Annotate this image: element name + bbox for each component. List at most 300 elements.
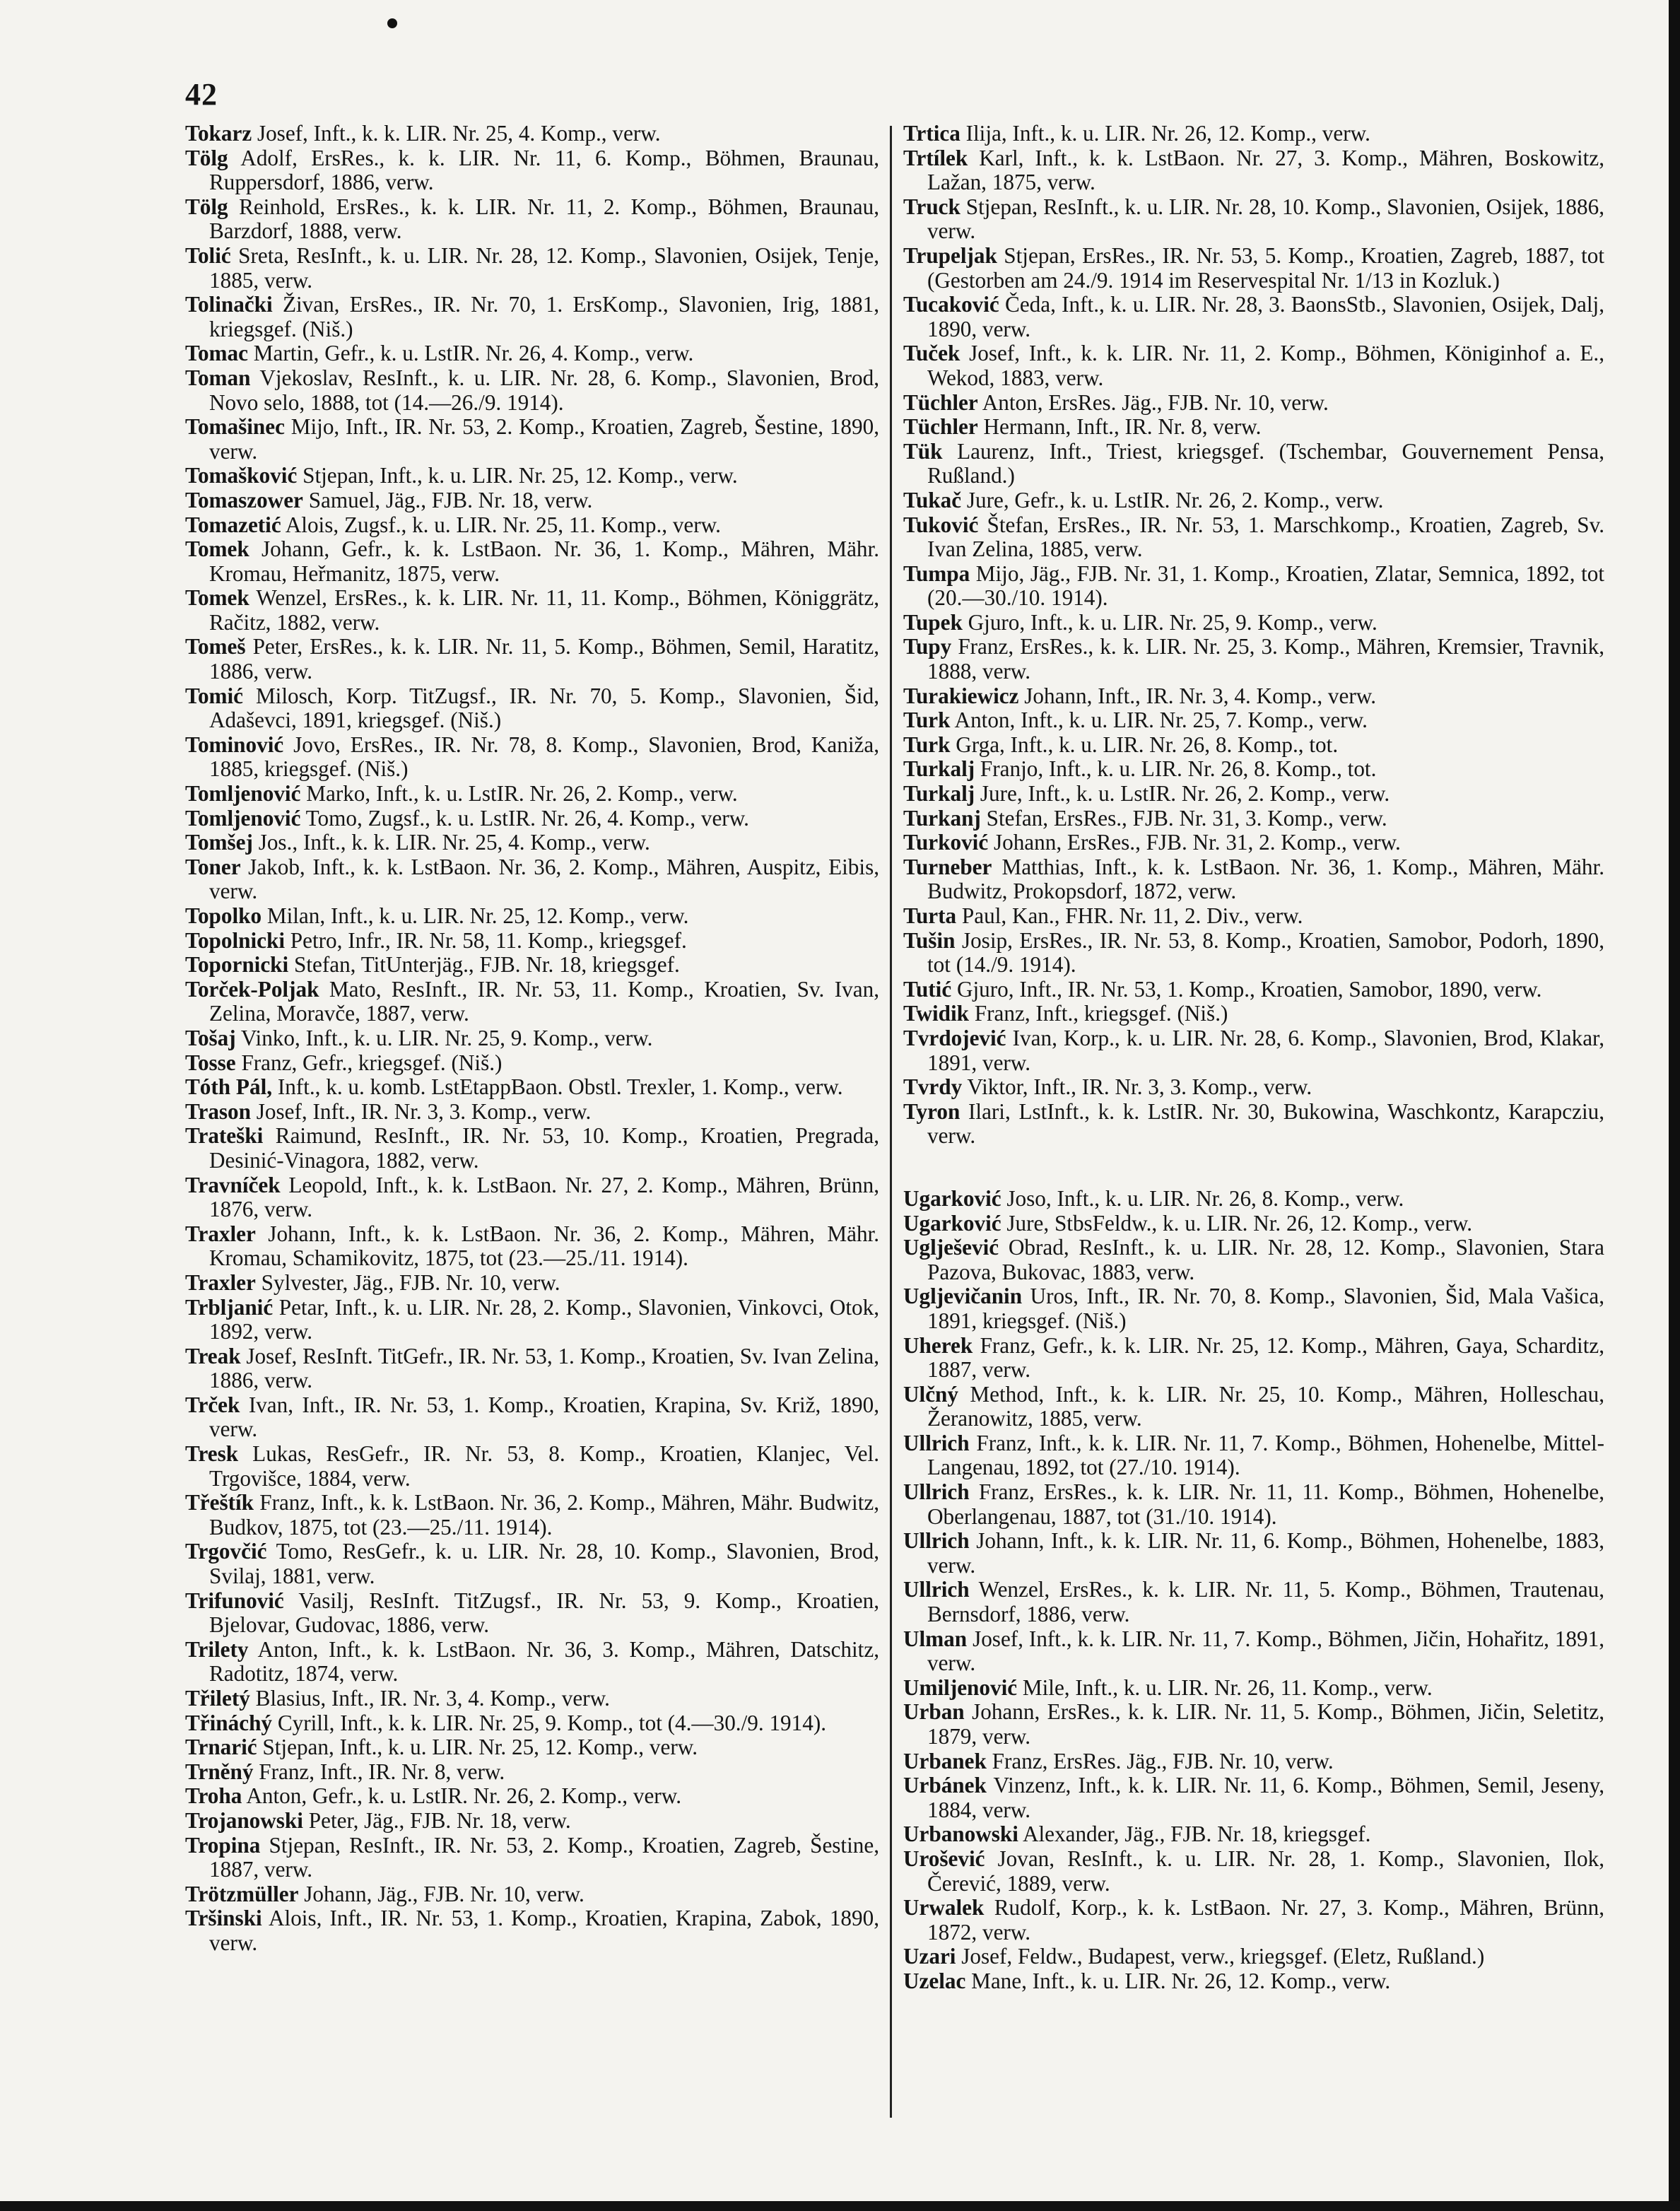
entry-details: Ilija, Inft., k. u. LIR. Nr. 26, 12. Komp., verw. — [960, 121, 1370, 146]
entry-surname: Ugarković — [903, 1210, 1001, 1236]
entry-details: Vasilj, ResInft. TitZugsf., IR. Nr. 53, 9. Komp., Kroatien, Bjelovar, Gudovac, 1886, verw. — [209, 1588, 879, 1638]
casualty-entry — [185, 146, 879, 195]
entry-details: Tomo, Zugsf., k. u. LstIR. Nr. 26, 4. Komp., verw. — [300, 805, 749, 831]
casualty-entry — [903, 978, 1604, 1002]
entry-details: Franz, ErsRes. Jäg., FJB. Nr. 10, verw. — [986, 1748, 1334, 1773]
entry-details: Franz, Inft., k. k. LstBaon. Nr. 36, 2. Komp., Mähren, Mähr. Budwitz, Budkov, 1875, tot (23.—25./11. 1914). — [209, 1490, 879, 1540]
entry-surname: Turk — [903, 708, 951, 733]
entry-surname: Tüchler — [903, 389, 978, 415]
casualty-entry — [185, 1735, 879, 1760]
entry-details: Petar, Inft., k. u. LIR. Nr. 28, 2. Komp., Slavonien, Vinkovci, Otok, 1892, verw. — [209, 1294, 879, 1344]
casualty-entry — [903, 415, 1604, 440]
casualty-entry — [903, 293, 1604, 341]
entry-details: Franz, Inft., kriegsgef. (Niš.) — [969, 1001, 1228, 1026]
scan-edge-bottom — [0, 2201, 1680, 2211]
casualty-entry — [903, 244, 1604, 293]
entry-details: Cyrill, Inft., k. k. LIR. Nr. 25, 9. Komp., tot (4.—30./9. 1914). — [272, 1710, 827, 1735]
entry-details: Matthias, Inft., k. k. LstBaon. Nr. 36, 1. Komp., Mähren, Mähr. Budwitz, Prokopsdorf, 1872, verw. — [927, 854, 1604, 904]
casualty-entry — [903, 1969, 1604, 1994]
entry-surname: Tuček — [903, 341, 961, 366]
entry-surname: Tumpa — [903, 561, 970, 586]
casualty-entry — [903, 1100, 1604, 1149]
entry-details: Jure, Inft., k. u. LstIR. Nr. 26, 2. Komp., verw. — [975, 781, 1390, 807]
entry-details: Mijo, Inft., IR. Nr. 53, 2. Komp., Kroatien, Zagreb, Šestine, 1890, verw. — [209, 414, 879, 464]
entry-surname: Tomazetić — [185, 512, 281, 537]
entry-details: Raimund, ResInft., IR. Nr. 53, 10. Komp., Kroatien, Pregrada, Desinić-Vinagora, 1882, verw. — [209, 1123, 879, 1173]
entry-details: Adolf, ErsRes., k. k. LIR. Nr. 11, 6. Komp., Böhmen, Braunau, Ruppersdorf, 1886, verw. — [209, 145, 879, 195]
entry-surname: Trifunović — [185, 1588, 284, 1613]
entry-surname: Ugarković — [903, 1185, 1001, 1211]
casualty-entry — [903, 1676, 1604, 1701]
casualty-entry — [903, 1700, 1604, 1749]
casualty-entry — [903, 708, 1604, 733]
entry-surname: Urbanowski — [903, 1822, 1018, 1847]
entry-details: Stjepan, ResInft., k. u. LIR. Nr. 28, 10. Komp., Slavonien, Osijek, 1886, verw. — [927, 194, 1604, 244]
casualty-entry — [185, 684, 879, 733]
entry-surname: Tomek — [185, 536, 249, 562]
entry-surname: Urbánek — [903, 1773, 987, 1798]
casualty-entry — [185, 1784, 879, 1809]
entry-details: Anton, Inft., k. u. LIR. Nr. 25, 7. Komp., verw. — [950, 708, 1368, 733]
entry-details: Method, Inft., k. k. LIR. Nr. 25, 10. Komp., Mähren, Holleschau, Žeranowitz, 1885, verw. — [927, 1381, 1604, 1431]
casualty-entry — [185, 807, 879, 831]
casualty-entry — [185, 1026, 879, 1051]
casualty-entry — [185, 1491, 879, 1540]
casualty-entry — [185, 415, 879, 464]
entry-surname: Tutić — [903, 976, 952, 1002]
entry-details: Paul, Kan., FHR. Nr. 11, 2. Div., verw. — [956, 903, 1303, 928]
entry-details: Stjepan, Inft., k. u. LIR. Nr. 25, 12. Komp., verw. — [297, 463, 738, 488]
entry-details: Gjuro, Inft., IR. Nr. 53, 1. Komp., Kroatien, Samobor, 1890, verw. — [951, 976, 1542, 1002]
casualty-entry — [185, 122, 879, 146]
entry-details: Peter, ErsRes., k. k. LIR. Nr. 11, 5. Komp., Böhmen, Semil, Haratitz, 1886, verw. — [209, 634, 879, 684]
entry-details: Sreta, ResInft., k. u. LIR. Nr. 28, 12. Komp., Slavonien, Osijek, Tenje, 1885, verw. — [209, 242, 879, 293]
entry-details: Stjepan, Inft., k. u. LIR. Nr. 25, 12. Komp., verw. — [257, 1735, 698, 1760]
entry-details: Viktor, Inft., IR. Nr. 3, 3. Komp., verw. — [962, 1074, 1312, 1100]
entry-surname: Tukač — [903, 487, 962, 512]
casualty-entry — [185, 1638, 879, 1687]
entry-surname: Ugljevičanin — [903, 1284, 1023, 1309]
casualty-entry — [903, 1212, 1604, 1236]
casualty-entry — [185, 782, 879, 807]
casualty-entry — [903, 391, 1604, 416]
entry-surname: Troha — [185, 1783, 242, 1809]
casualty-entry — [185, 586, 879, 635]
casualty-entry — [185, 513, 879, 538]
entry-surname: Turković — [903, 830, 989, 855]
entry-details: Anton, Gefr., k. u. LstIR. Nr. 26, 2. Komp., verw. — [242, 1783, 681, 1809]
entry-surname: Travníček — [185, 1172, 281, 1197]
casualty-entry — [903, 635, 1604, 684]
entry-details: Blasius, Inft., IR. Nr. 3, 4. Komp., verw. — [249, 1686, 610, 1711]
entry-surname: Topolko — [185, 903, 262, 928]
entry-details: Josef, Inft., k. k. LIR. Nr. 25, 4. Komp., verw. — [252, 121, 661, 146]
entry-surname: Urwalek — [903, 1895, 985, 1920]
entry-details: Živan, ErsRes., IR. Nr. 70, 1. ErsKomp., Slavonien, Irig, 1881, kriegsgef. (Niš.) — [209, 292, 879, 341]
entry-surname: Treak — [185, 1343, 241, 1368]
entry-surname: Uherek — [903, 1332, 973, 1358]
entry-details: Vjekoslav, ResInft., k. u. LIR. Nr. 28, 6. Komp., Slavonien, Brod, Novo selo, 1888, tot (14.—26./9. 1914). — [209, 365, 879, 415]
entry-surname: Traxler — [185, 1221, 256, 1246]
entry-details: Franz, ErsRes., k. k. LIR. Nr. 25, 3. Komp., Mähren, Kremsier, Travnik, 1888, verw. — [927, 634, 1604, 684]
casualty-entry — [903, 831, 1604, 855]
entry-surname: Tomac — [185, 341, 248, 366]
entry-surname: Tüchler — [903, 414, 978, 440]
entry-details: Grga, Inft., k. u. LIR. Nr. 26, 8. Komp., tot. — [950, 732, 1339, 757]
entry-details: Jovo, ErsRes., IR. Nr. 78, 8. Komp., Slavonien, Brod, Kaniža, 1885, kriegsgef. (Niš.) — [209, 732, 879, 782]
entry-surname: Traxler — [185, 1269, 256, 1295]
entry-details: Mane, Inft., k. u. LIR. Nr. 26, 12. Komp., verw. — [965, 1968, 1391, 1993]
casualty-entry — [903, 146, 1604, 195]
entry-details: Johann, Inft., k. k. LstBaon. Nr. 36, 2. Komp., Mähren, Mähr. Kromau, Schamikovitz, 1875, tot (23.—25./11. 1914). — [209, 1221, 879, 1271]
entry-details: Mile, Inft., k. u. LIR. Nr. 26, 11. Komp., verw. — [1017, 1675, 1433, 1700]
entry-surname: Uzari — [903, 1944, 956, 1969]
entry-surname: Tük — [903, 438, 943, 464]
casualty-entry — [903, 1002, 1604, 1026]
casualty-entry — [185, 831, 879, 855]
casualty-entry — [903, 855, 1604, 904]
entry-details: Stjepan, ResInft., IR. Nr. 53, 2. Komp., Kroatien, Zagreb, Šestine, 1887, verw. — [209, 1832, 879, 1882]
casualty-entry — [185, 1760, 879, 1785]
entry-surname: Turakiewicz — [903, 683, 1019, 708]
casualty-entry — [903, 1334, 1604, 1383]
entry-surname: Tupek — [903, 609, 963, 635]
entry-details: Franjo, Inft., k. u. LIR. Nr. 26, 8. Komp., tot. — [975, 756, 1377, 782]
entry-details: Johann, Inft., IR. Nr. 3, 4. Komp., verw. — [1018, 683, 1377, 708]
entry-details: Reinhold, ErsRes., k. k. LIR. Nr. 11, 2. Komp., Böhmen, Braunau, Barzdorf, 1888, verw. — [209, 194, 879, 244]
entry-details: Marko, Inft., k. u. LstIR. Nr. 26, 2. Komp., verw. — [300, 781, 738, 807]
entry-surname: Topornicki — [185, 952, 289, 978]
entry-details: Jakob, Inft., k. k. LstBaon. Nr. 36, 2. Komp., Mähren, Auspitz, Eibis, verw. — [209, 854, 879, 904]
entry-surname: Tomašković — [185, 463, 298, 488]
entry-surname: Trojanowski — [185, 1807, 303, 1833]
entry-details: Vinzenz, Inft., k. k. LIR. Nr. 11, 6. Komp., Böhmen, Semil, Jeseny, 1884, verw. — [927, 1773, 1604, 1822]
entry-details: Stefan, TitUnterjäg., FJB. Nr. 18, kriegsgef. — [288, 952, 680, 978]
entry-surname: Truck — [903, 194, 961, 219]
casualty-entry — [903, 1236, 1604, 1284]
entry-surname: Tušin — [903, 927, 956, 953]
entry-surname: Tóth Pál, — [185, 1074, 273, 1100]
entry-surname: Tomeš — [185, 634, 246, 659]
entry-details: Mato, ResInft., IR. Nr. 53, 11. Komp., Kroatien, Sv. Ivan, Zelina, Moravče, 1887, verw. — [209, 976, 879, 1026]
casualty-entry — [903, 1773, 1604, 1822]
casualty-entry — [185, 1344, 879, 1393]
entry-surname: Tvrdy — [903, 1074, 963, 1100]
entry-surname: Trgovčić — [185, 1539, 267, 1564]
casualty-entry — [903, 1431, 1604, 1480]
right-column — [903, 122, 1604, 1994]
entry-surname: Urbanek — [903, 1748, 987, 1773]
casualty-entry — [903, 1945, 1604, 1969]
entry-surname: Třiletý — [185, 1686, 250, 1711]
entry-details: Štefan, ErsRes., IR. Nr. 53, 1. Marschkomp., Kroatien, Zagreb, Sv. Ivan Zelina, 1885, verw. — [927, 512, 1604, 562]
casualty-entry — [903, 440, 1604, 488]
entry-details: Vinko, Inft., k. u. LIR. Nr. 25, 9. Komp., verw. — [235, 1025, 653, 1050]
entry-surname: Ulčný — [903, 1381, 958, 1407]
casualty-entry — [185, 1906, 879, 1955]
entry-surname: Tolić — [185, 242, 231, 268]
entry-surname: Trtica — [903, 121, 961, 146]
casualty-entry — [903, 684, 1604, 709]
casualty-entry — [903, 611, 1604, 635]
entry-surname: Tokarz — [185, 121, 252, 146]
casualty-entry — [185, 537, 879, 586]
casualty-entry — [185, 1173, 879, 1222]
ink-dot — [387, 18, 397, 28]
casualty-entry — [185, 1296, 879, 1344]
casualty-entry — [185, 1687, 879, 1711]
entry-surname: Urban — [903, 1699, 965, 1725]
entry-details: Leopold, Inft., k. k. LstBaon. Nr. 27, 2. Komp., Mähren, Brünn, 1876, verw. — [209, 1172, 879, 1222]
entry-details: Milosch, Korp. TitZugsf., IR. Nr. 70, 5. Komp., Slavonien, Šid, Adaševci, 1891, kriegsgef. (Niš.) — [209, 683, 879, 733]
casualty-entry — [185, 733, 879, 782]
casualty-entry — [185, 464, 879, 488]
casualty-entry — [903, 757, 1604, 782]
entry-details: Josef, Inft., k. k. LIR. Nr. 11, 7. Komp., Böhmen, Jičin, Hohařitz, 1891, verw. — [927, 1626, 1604, 1676]
casualty-entry — [903, 904, 1604, 929]
casualty-entry — [903, 195, 1604, 244]
entry-details: Franz, ErsRes., k. k. LIR. Nr. 11, 11. Komp., Böhmen, Hohenelbe, Oberlangenau, 1887, tot (31./10. 1914). — [927, 1479, 1604, 1529]
casualty-entry — [185, 953, 879, 978]
entry-details: Hermann, Inft., IR. Nr. 8, verw. — [977, 414, 1262, 440]
casualty-entry — [185, 635, 879, 684]
entry-details: Laurenz, Inft., Triest, kriegsgef. (Tschembar, Gouvernement Pensa, Rußland.) — [927, 438, 1604, 488]
entry-details: Johann, ErsRes., k. k. LIR. Nr. 11, 5. Komp., Böhmen, Jičin, Seletitz, 1879, verw. — [927, 1699, 1604, 1749]
entry-details: Alois, Zugsf., k. u. LIR. Nr. 25, 11. Komp., verw. — [281, 512, 721, 537]
section-gap — [903, 1149, 1604, 1187]
column-divider — [890, 126, 892, 2118]
casualty-entry — [903, 782, 1604, 807]
casualty-entry — [903, 488, 1604, 513]
entry-surname: Tomljenović — [185, 781, 301, 807]
entry-surname: Trason — [185, 1098, 251, 1124]
casualty-entry — [185, 1222, 879, 1271]
entry-details: Joso, Inft., k. u. LIR. Nr. 26, 8. Komp., verw. — [1001, 1185, 1404, 1211]
entry-surname: Tupy — [903, 634, 952, 659]
entry-surname: Trupeljak — [903, 242, 997, 268]
casualty-entry — [903, 1578, 1604, 1626]
entry-surname: Tresk — [185, 1441, 239, 1467]
entry-details: Sylvester, Jäg., FJB. Nr. 10, verw. — [255, 1269, 560, 1295]
entry-details: Jos., Inft., k. k. LIR. Nr. 25, 4. Komp., verw. — [252, 830, 650, 855]
casualty-entry — [185, 1100, 879, 1125]
entry-details: Jure, StbsFeldw., k. u. LIR. Nr. 26, 12. Komp., verw. — [1001, 1210, 1473, 1236]
casualty-entry — [903, 1627, 1604, 1676]
entry-details: Anton, Inft., k. k. LstBaon. Nr. 36, 3. Komp., Mähren, Datschitz, Radotitz, 1874, verw. — [209, 1636, 879, 1687]
entry-details: Wenzel, ErsRes., k. k. LIR. Nr. 11, 5. Komp., Böhmen, Trautenau, Bernsdorf, 1886, verw. — [927, 1577, 1604, 1627]
left-column — [185, 122, 879, 1956]
entry-surname: Turkalj — [903, 781, 975, 807]
entry-details: Inft., k. u. komb. LstEtappBaon. Obstl. Trexler, 1. Komp., verw. — [272, 1074, 843, 1100]
entry-surname: Ullrich — [903, 1479, 970, 1505]
entry-details: Tomo, ResGefr., k. u. LIR. Nr. 28, 10. Komp., Slavonien, Brod, Svilaj, 1881, verw. — [209, 1539, 879, 1589]
entry-details: Peter, Jäg., FJB. Nr. 18, verw. — [302, 1807, 571, 1833]
entry-details: Johann, Gefr., k. k. LstBaon. Nr. 36, 1. Komp., Mähren, Mähr. Kromau, Heřmanitz, 1875, verw. — [209, 536, 879, 586]
casualty-entry — [903, 1075, 1604, 1100]
entry-surname: Tölg — [185, 145, 228, 170]
entry-surname: Tršinski — [185, 1906, 262, 1931]
casualty-entry — [903, 341, 1604, 390]
casualty-entry — [185, 1124, 879, 1173]
entry-details: Franz, Gefr., k. k. LIR. Nr. 25, 12. Komp., Mähren, Gaya, Scharditz, 1887, verw. — [927, 1332, 1604, 1383]
entry-details: Martin, Gefr., k. u. LstIR. Nr. 26, 4. Komp., verw. — [247, 341, 694, 366]
entry-details: Josef, ResInft. TitGefr., IR. Nr. 53, 1. Komp., Kroatien, Sv. Ivan Zelina, 1886, verw. — [209, 1343, 879, 1393]
entry-details: Stjepan, ErsRes., IR. Nr. 53, 5. Komp., Kroatien, Zagreb, 1887, tot (Gestorben am 24./9. 1914 im Reservespital Nr. 1/13 in Kozluk.) — [927, 242, 1604, 293]
casualty-entry — [185, 1051, 879, 1076]
entry-surname: Tvrdojević — [903, 1025, 1006, 1050]
entry-details: Josef, Feldw., Budapest, verw., kriegsgef. (Eletz, Rußland.) — [956, 1944, 1485, 1969]
entry-surname: Tominović — [185, 732, 284, 757]
casualty-entry — [903, 929, 1604, 978]
entry-surname: Trnarić — [185, 1735, 257, 1760]
entry-surname: Tucaković — [903, 292, 999, 317]
casualty-entry — [185, 1882, 879, 1907]
casualty-entry — [185, 195, 879, 244]
entry-surname: Turneber — [903, 854, 992, 879]
casualty-entry — [185, 855, 879, 904]
entry-surname: Tolinački — [185, 292, 273, 317]
entry-surname: Třináchý — [185, 1710, 273, 1735]
entry-details: Jovan, ResInft., k. u. LIR. Nr. 28, 1. Komp., Slavonien, Ilok, Čerević, 1889, verw. — [927, 1846, 1604, 1896]
entry-surname: Turta — [903, 903, 957, 928]
entry-surname: Tomaszower — [185, 487, 303, 512]
casualty-entry — [903, 1480, 1604, 1529]
casualty-entry — [185, 929, 879, 954]
entry-surname: Tuković — [903, 512, 979, 537]
entry-surname: Tomek — [185, 585, 249, 611]
entry-surname: Toner — [185, 854, 241, 879]
casualty-entry — [185, 1271, 879, 1296]
entry-details: Stefan, ErsRes., FJB. Nr. 31, 3. Komp., verw. — [980, 805, 1387, 831]
entry-details: Rudolf, Korp., k. k. LstBaon. Nr. 27, 3. Komp., Mähren, Brünn, 1872, verw. — [927, 1895, 1604, 1945]
entry-surname: Tošaj — [185, 1025, 236, 1050]
entry-surname: Tölg — [185, 194, 228, 219]
entry-surname: Trateški — [185, 1123, 264, 1149]
casualty-entry — [185, 366, 879, 415]
entry-surname: Turk — [903, 732, 951, 757]
casualty-entry — [903, 807, 1604, 831]
entry-details: Johann, Jäg., FJB. Nr. 10, verw. — [298, 1881, 585, 1906]
entry-surname: Trötzmüller — [185, 1881, 299, 1906]
entry-surname: Tomić — [185, 683, 244, 708]
casualty-entry — [185, 1540, 879, 1588]
entry-surname: Umiljenović — [903, 1675, 1018, 1700]
entry-details: Ilari, LstInft., k. k. LstIR. Nr. 30, Bukowina, Waschkontz, Karapcziu, verw. — [927, 1098, 1604, 1149]
entry-surname: Ullrich — [903, 1528, 970, 1554]
casualty-entry — [903, 1822, 1604, 1847]
page-number: 42 — [185, 77, 218, 112]
entry-surname: Turkalj — [903, 756, 975, 782]
entry-surname: Trilety — [185, 1636, 249, 1662]
entry-surname: Tomljenović — [185, 805, 301, 831]
entry-details: Josef, Inft., k. k. LIR. Nr. 11, 2. Komp., Böhmen, Königinhof a. E., Wekod, 1883, verw. — [927, 341, 1604, 390]
entry-surname: Tomašinec — [185, 414, 285, 440]
entry-details: Milan, Inft., k. u. LIR. Nr. 25, 12. Komp., verw. — [262, 903, 689, 928]
entry-surname: Uzelac — [903, 1968, 966, 1993]
entry-surname: Urošević — [903, 1846, 985, 1871]
casualty-entry — [903, 562, 1604, 611]
casualty-entry — [903, 1284, 1604, 1333]
entry-surname: Trněný — [185, 1759, 254, 1784]
entry-surname: Toman — [185, 365, 251, 390]
entry-details: Johann, ErsRes., FJB. Nr. 31, 2. Komp., verw. — [988, 830, 1401, 855]
entry-details: Gjuro, Inft., k. u. LIR. Nr. 25, 9. Komp., verw. — [962, 609, 1378, 635]
entry-details: Johann, Inft., k. k. LIR. Nr. 11, 6. Komp., Böhmen, Hohenelbe, 1883, verw. — [927, 1528, 1604, 1578]
entry-details: Uros, Inft., IR. Nr. 70, 8. Komp., Slavonien, Šid, Mala Vašica, 1891, kriegsgef. (Niš.) — [927, 1284, 1604, 1333]
scan-edge-right — [1669, 0, 1680, 2211]
casualty-entry — [903, 1383, 1604, 1431]
entry-details: Alois, Inft., IR. Nr. 53, 1. Komp., Kroatien, Krapina, Zabok, 1890, verw. — [209, 1906, 879, 1955]
entry-surname: Ulman — [903, 1626, 968, 1651]
entry-details: Jure, Gefr., k. u. LstIR. Nr. 26, 2. Komp., verw. — [961, 487, 1384, 512]
entry-details: Anton, ErsRes. Jäg., FJB. Nr. 10, verw. — [977, 389, 1329, 415]
casualty-entry — [185, 1393, 879, 1442]
entry-surname: Tyron — [903, 1098, 961, 1124]
entry-surname: Torček-Poljak — [185, 976, 319, 1002]
casualty-entry — [185, 1442, 879, 1491]
entry-surname: Trtílek — [903, 145, 968, 170]
entry-surname: Trček — [185, 1392, 240, 1417]
entry-surname: Trbljanić — [185, 1294, 274, 1320]
casualty-entry — [903, 1529, 1604, 1578]
entry-surname: Topolnicki — [185, 927, 285, 953]
casualty-entry — [185, 1075, 879, 1100]
entry-details: Alexander, Jäg., FJB. Nr. 18, kriegsgef. — [1018, 1822, 1371, 1847]
entry-details: Wenzel, ErsRes., k. k. LIR. Nr. 11, 11. Komp., Böhmen, Königgrätz, Račitz, 1882, verw. — [209, 585, 879, 635]
entry-details: Josip, ErsRes., IR. Nr. 53, 8. Komp., Kroatien, Samobor, Podorh, 1890, tot (14./9. 1914). — [927, 927, 1604, 978]
entry-surname: Turkanj — [903, 805, 981, 831]
entry-details: Lukas, ResGefr., IR. Nr. 53, 8. Komp., Kroatien, Klanjec, Vel. Trgovišce, 1884, verw. — [209, 1441, 879, 1491]
casualty-entry — [903, 1187, 1604, 1212]
entry-surname: Ullrich — [903, 1577, 970, 1602]
entry-surname: Uglješević — [903, 1235, 999, 1260]
entry-details: Samuel, Jäg., FJB. Nr. 18, verw. — [302, 487, 593, 512]
casualty-entry — [185, 1711, 879, 1736]
entry-details: Josef, Inft., IR. Nr. 3, 3. Komp., verw. — [251, 1098, 592, 1124]
casualty-entry — [185, 978, 879, 1026]
casualty-entry — [903, 733, 1604, 758]
entry-details: Čeda, Inft., k. u. LIR. Nr. 28, 3. BaonsStb., Slavonien, Osijek, Dalj, 1890, verw. — [927, 292, 1604, 341]
casualty-entry — [903, 1896, 1604, 1945]
entry-surname: Twidik — [903, 1001, 970, 1026]
casualty-entry — [185, 341, 879, 366]
entry-details: Franz, Inft., k. k. LIR. Nr. 11, 7. Komp., Böhmen, Hohenelbe, Mittel-Langenau, 1892, tot (27./10. 1914). — [927, 1430, 1604, 1480]
entry-surname: Ullrich — [903, 1430, 970, 1455]
entry-surname: Tropina — [185, 1832, 261, 1858]
casualty-entry — [185, 488, 879, 513]
casualty-entry — [903, 1026, 1604, 1075]
casualty-entry — [903, 1847, 1604, 1896]
entry-details: Ivan, Korp., k. u. LIR. Nr. 28, 6. Komp., Slavonien, Brod, Klakar, 1891, verw. — [927, 1025, 1604, 1075]
casualty-entry — [185, 1809, 879, 1834]
casualty-entry — [185, 244, 879, 293]
entry-details: Petro, Infr., IR. Nr. 58, 11. Komp., kriegsgef. — [285, 927, 687, 953]
entry-surname: Tomšej — [185, 830, 253, 855]
casualty-entry — [903, 513, 1604, 562]
entry-details: Obrad, ResInft., k. u. LIR. Nr. 28, 12. Komp., Slavonien, Stara Pazova, Bukovac, 1883, verw. — [927, 1235, 1604, 1284]
casualty-entry — [185, 1589, 879, 1638]
casualty-entry — [185, 293, 879, 341]
casualty-entry — [185, 904, 879, 929]
entry-surname: Třeštík — [185, 1490, 254, 1515]
entry-details: Karl, Inft., k. k. LstBaon. Nr. 27, 3. Komp., Mähren, Boskowitz, Lažan, 1875, verw. — [927, 145, 1604, 195]
entry-surname: Tosse — [185, 1050, 236, 1075]
entry-details: Franz, Inft., IR. Nr. 8, verw. — [253, 1759, 505, 1784]
entry-details: Franz, Gefr., kriegsgef. (Niš.) — [235, 1050, 503, 1075]
casualty-entry — [185, 1834, 879, 1882]
casualty-entry — [903, 1749, 1604, 1774]
entry-details: Mijo, Jäg., FJB. Nr. 31, 1. Komp., Kroatien, Zlatar, Semnica, 1892, tot (20.—30./10. 1914). — [927, 561, 1604, 611]
